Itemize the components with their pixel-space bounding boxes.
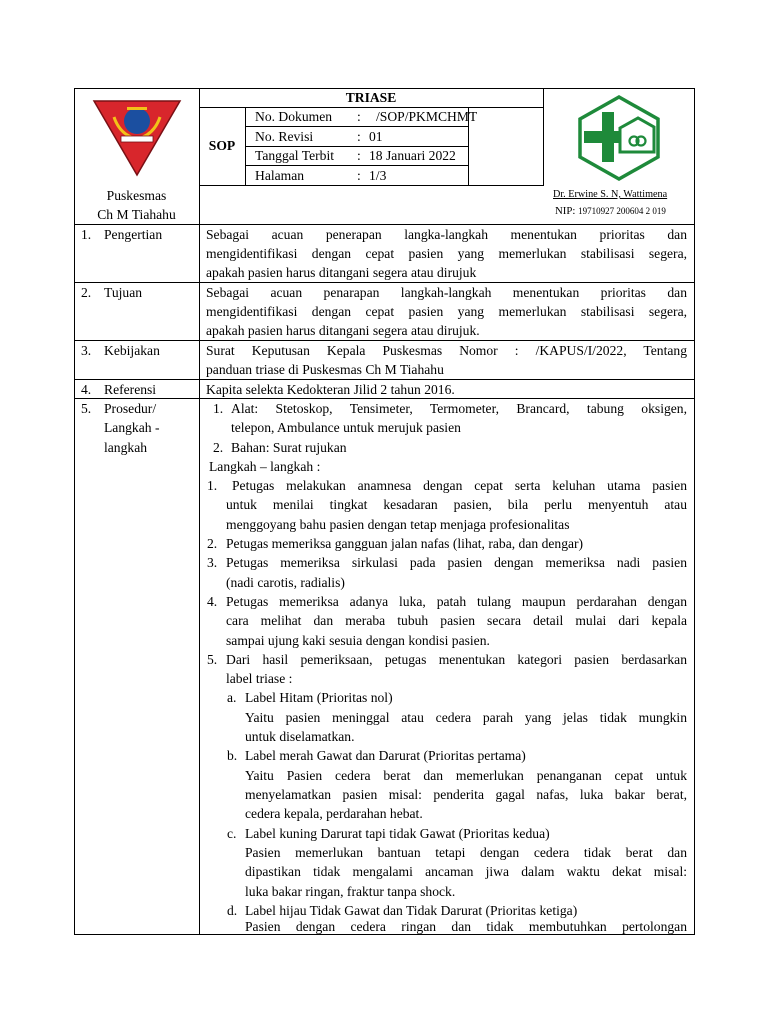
label-b-letter: b.: [227, 748, 238, 763]
label-a-title: Label Hitam (Prioritas nol): [245, 690, 393, 705]
puskesmas-cross-icon: [576, 94, 662, 182]
revision-label: No. Revisi: [255, 129, 314, 144]
tools-line-2: telepon, Ambulance untuk merujuk pasien: [231, 420, 461, 435]
purpose-line-1: Sebagai acuan penarapan langkah-langkah menentukan prioritas dan: [206, 285, 687, 300]
purpose-line-2: mengidentifikasi dengan cepat pasien yang memerlukan stabilisasi segera,: [206, 304, 687, 319]
step-1-line-3: menggoyang bahu pasien dengan tetap menjaga profesionalitas: [226, 517, 570, 532]
label-b-title: Label merah Gawat dan Darurat (Prioritas pertama): [245, 748, 526, 763]
step-1-line-2: untuk menilai tingkat kesadaran pasien, bila perlu menyentuh atau: [226, 497, 687, 512]
label-c-letter: c.: [227, 826, 237, 841]
step-2-number: 2.: [207, 536, 218, 551]
materials-line: Bahan: Surat rujukan: [231, 440, 347, 455]
section-5-label-3: langkah: [104, 440, 148, 455]
emblem-ribbon: [121, 136, 153, 142]
label-b-desc-3: cedera kepala, perdarahan hebat.: [245, 806, 423, 821]
definition-line-3: apakah pasien harus ditangani segera atau dirujuk: [206, 265, 477, 280]
definition-line-2: mengidentifikasi dengan cepat pasien yang memerlukan stabilisasi segera,: [206, 246, 687, 261]
nip-label: NIP:: [555, 205, 576, 217]
nip-line: [555, 204, 666, 219]
materials-number: 2.: [213, 440, 224, 455]
section-4-number: 4.: [81, 382, 92, 397]
section-3-number: 3.: [81, 343, 92, 358]
step-2-line-1: Petugas memeriksa gangguan jalan nafas (lihat, raba, dan dengar): [226, 536, 584, 551]
organization-line-1: Puskesmas: [106, 188, 167, 203]
divider-title-right: [543, 88, 544, 186]
step-4-number: 4.: [207, 594, 218, 609]
step-3-line-1: Petugas memeriksa sirkulasi pada pasien dengan memeriksa nadi pasien: [226, 555, 687, 570]
section-3-label: Kebijakan: [104, 343, 160, 358]
reference-line-1: Kapita selekta Kedokteran Jilid 2 tahun 2016.: [206, 382, 455, 397]
step-4-line-2: cara melihat dan meraba tubuh pasien secara detail mulai dari kepala: [226, 613, 687, 628]
page-label: Halaman: [255, 168, 305, 183]
definition-line-1: Sebagai acuan penerapan langka-langkah menentukan prioritas dan: [206, 227, 687, 242]
label-c-desc-1: Pasien memerlukan bantuan tetapi dengan cedera tidak berat dan: [245, 845, 687, 860]
revision-value: 01: [369, 129, 383, 144]
step-3-line-2: (nadi carotis, radialis): [226, 575, 345, 590]
regional-emblem-logo: [92, 95, 182, 177]
steps-heading: Langkah – langkah :: [209, 459, 321, 474]
policy-line-1: Surat Keputusan Kepala Puskesmas Nomor : /KAPUS/I/2022, Tentang: [206, 343, 687, 358]
label-b-desc-1: Yaitu Pasien cedera berat dan memerlukan penanganan cepat untuk: [245, 768, 687, 783]
step-4-line-3: sampai ujung kaki sesuia dengan kondisi pasien.: [226, 633, 490, 648]
section-5-label-1: Prosedur/: [104, 401, 157, 416]
section-1-label: Pengertian: [104, 227, 163, 242]
page-sep: :: [357, 168, 361, 183]
signer-name: Dr. Erwine S. N, Wattimena: [553, 189, 668, 200]
revision-sep: :: [357, 129, 361, 144]
label-b-desc-2: menyelamatkan pasien misal: penderita gagal nafas, luka bakar berat,: [245, 787, 687, 802]
nip-value: 19710927 200604 2 019: [578, 206, 666, 216]
doc-number-label: No. Dokumen: [255, 109, 333, 124]
label-c-title: Label kuning Darurat tapi tidak Gawat (Prioritas kedua): [245, 826, 550, 841]
section-2-number: 2.: [81, 285, 92, 300]
document-title: TRIASE: [345, 90, 397, 105]
puskesmas-logo: [576, 94, 662, 182]
issue-date-sep: :: [357, 148, 361, 163]
step-5-number: 5.: [207, 652, 218, 667]
section-4-label: Referensi: [104, 382, 157, 397]
step-3-number: 3.: [207, 555, 218, 570]
label-a-letter: a.: [227, 690, 237, 705]
border-right: [694, 88, 695, 935]
step-1-number: 1.: [207, 478, 218, 493]
label-d-title: Label hijau Tidak Gawat dan Tidak Darurat (Prioritas ketiga): [245, 903, 578, 918]
emblem-top-band: [127, 107, 147, 110]
section-5-number: 5.: [81, 401, 92, 416]
emblem-center: [124, 108, 150, 134]
policy-line-2: panduan triase di Puskesmas Ch M Tiahahu: [206, 362, 444, 377]
page-value: 1/3: [369, 168, 387, 183]
divider-left-column: [199, 88, 200, 935]
step-5-line-2: label triase :: [226, 671, 293, 686]
step-1-line-1: Petugas melakukan anamnesa dengan cepat serta keluhan utama pasien: [232, 478, 687, 493]
emblem-icon: [92, 95, 182, 177]
label-c-desc-3: luka bakar ringan, fraktur tanpa shock.: [245, 884, 456, 899]
label-a-desc-2: untuk diselamatkan.: [245, 729, 355, 744]
label-d-desc-1: Pasien dengan cedera ringan dan tidak membutuhkan pertolongan: [245, 919, 687, 934]
label-a-desc-1: Yaitu pasien meninggal atau cedera parah yang jelas tidak mungkin: [245, 710, 687, 725]
tools-number: 1.: [213, 401, 224, 416]
doc-number-sep: :: [357, 109, 361, 124]
issue-date-value: 18 Januari 2022: [369, 148, 456, 163]
purpose-line-3: apakah pasien harus ditangani segera atau dirujuk.: [206, 323, 480, 338]
sop-label: SOP: [208, 138, 236, 153]
section-2-label: Tujuan: [104, 285, 143, 300]
label-d-letter: d.: [227, 903, 238, 918]
label-c-desc-2: dipastikan tidak mengalami ancaman jiwa dalam waktu dekat misal:: [245, 864, 687, 879]
doc-number-value: /SOP/PKMCHMT: [376, 109, 478, 124]
tools-line-1: Alat: Stetoskop, Tensimeter, Termometer, Brancard, tabung oksigen,: [231, 401, 687, 416]
step-4-line-1: Petugas memeriksa adanya luka, patah tulang maupun perdarahan dengan: [226, 594, 687, 609]
step-5-line-1: Dari hasil pemeriksaan, petugas menentukan kategori pasien berdasarkan: [226, 652, 687, 667]
organization-line-2: Ch M Tiahahu: [97, 207, 176, 222]
section-5-label-2: Langkah -: [104, 420, 160, 435]
issue-date-label: Tanggal Terbit: [255, 148, 335, 163]
section-1-number: 1.: [81, 227, 92, 242]
